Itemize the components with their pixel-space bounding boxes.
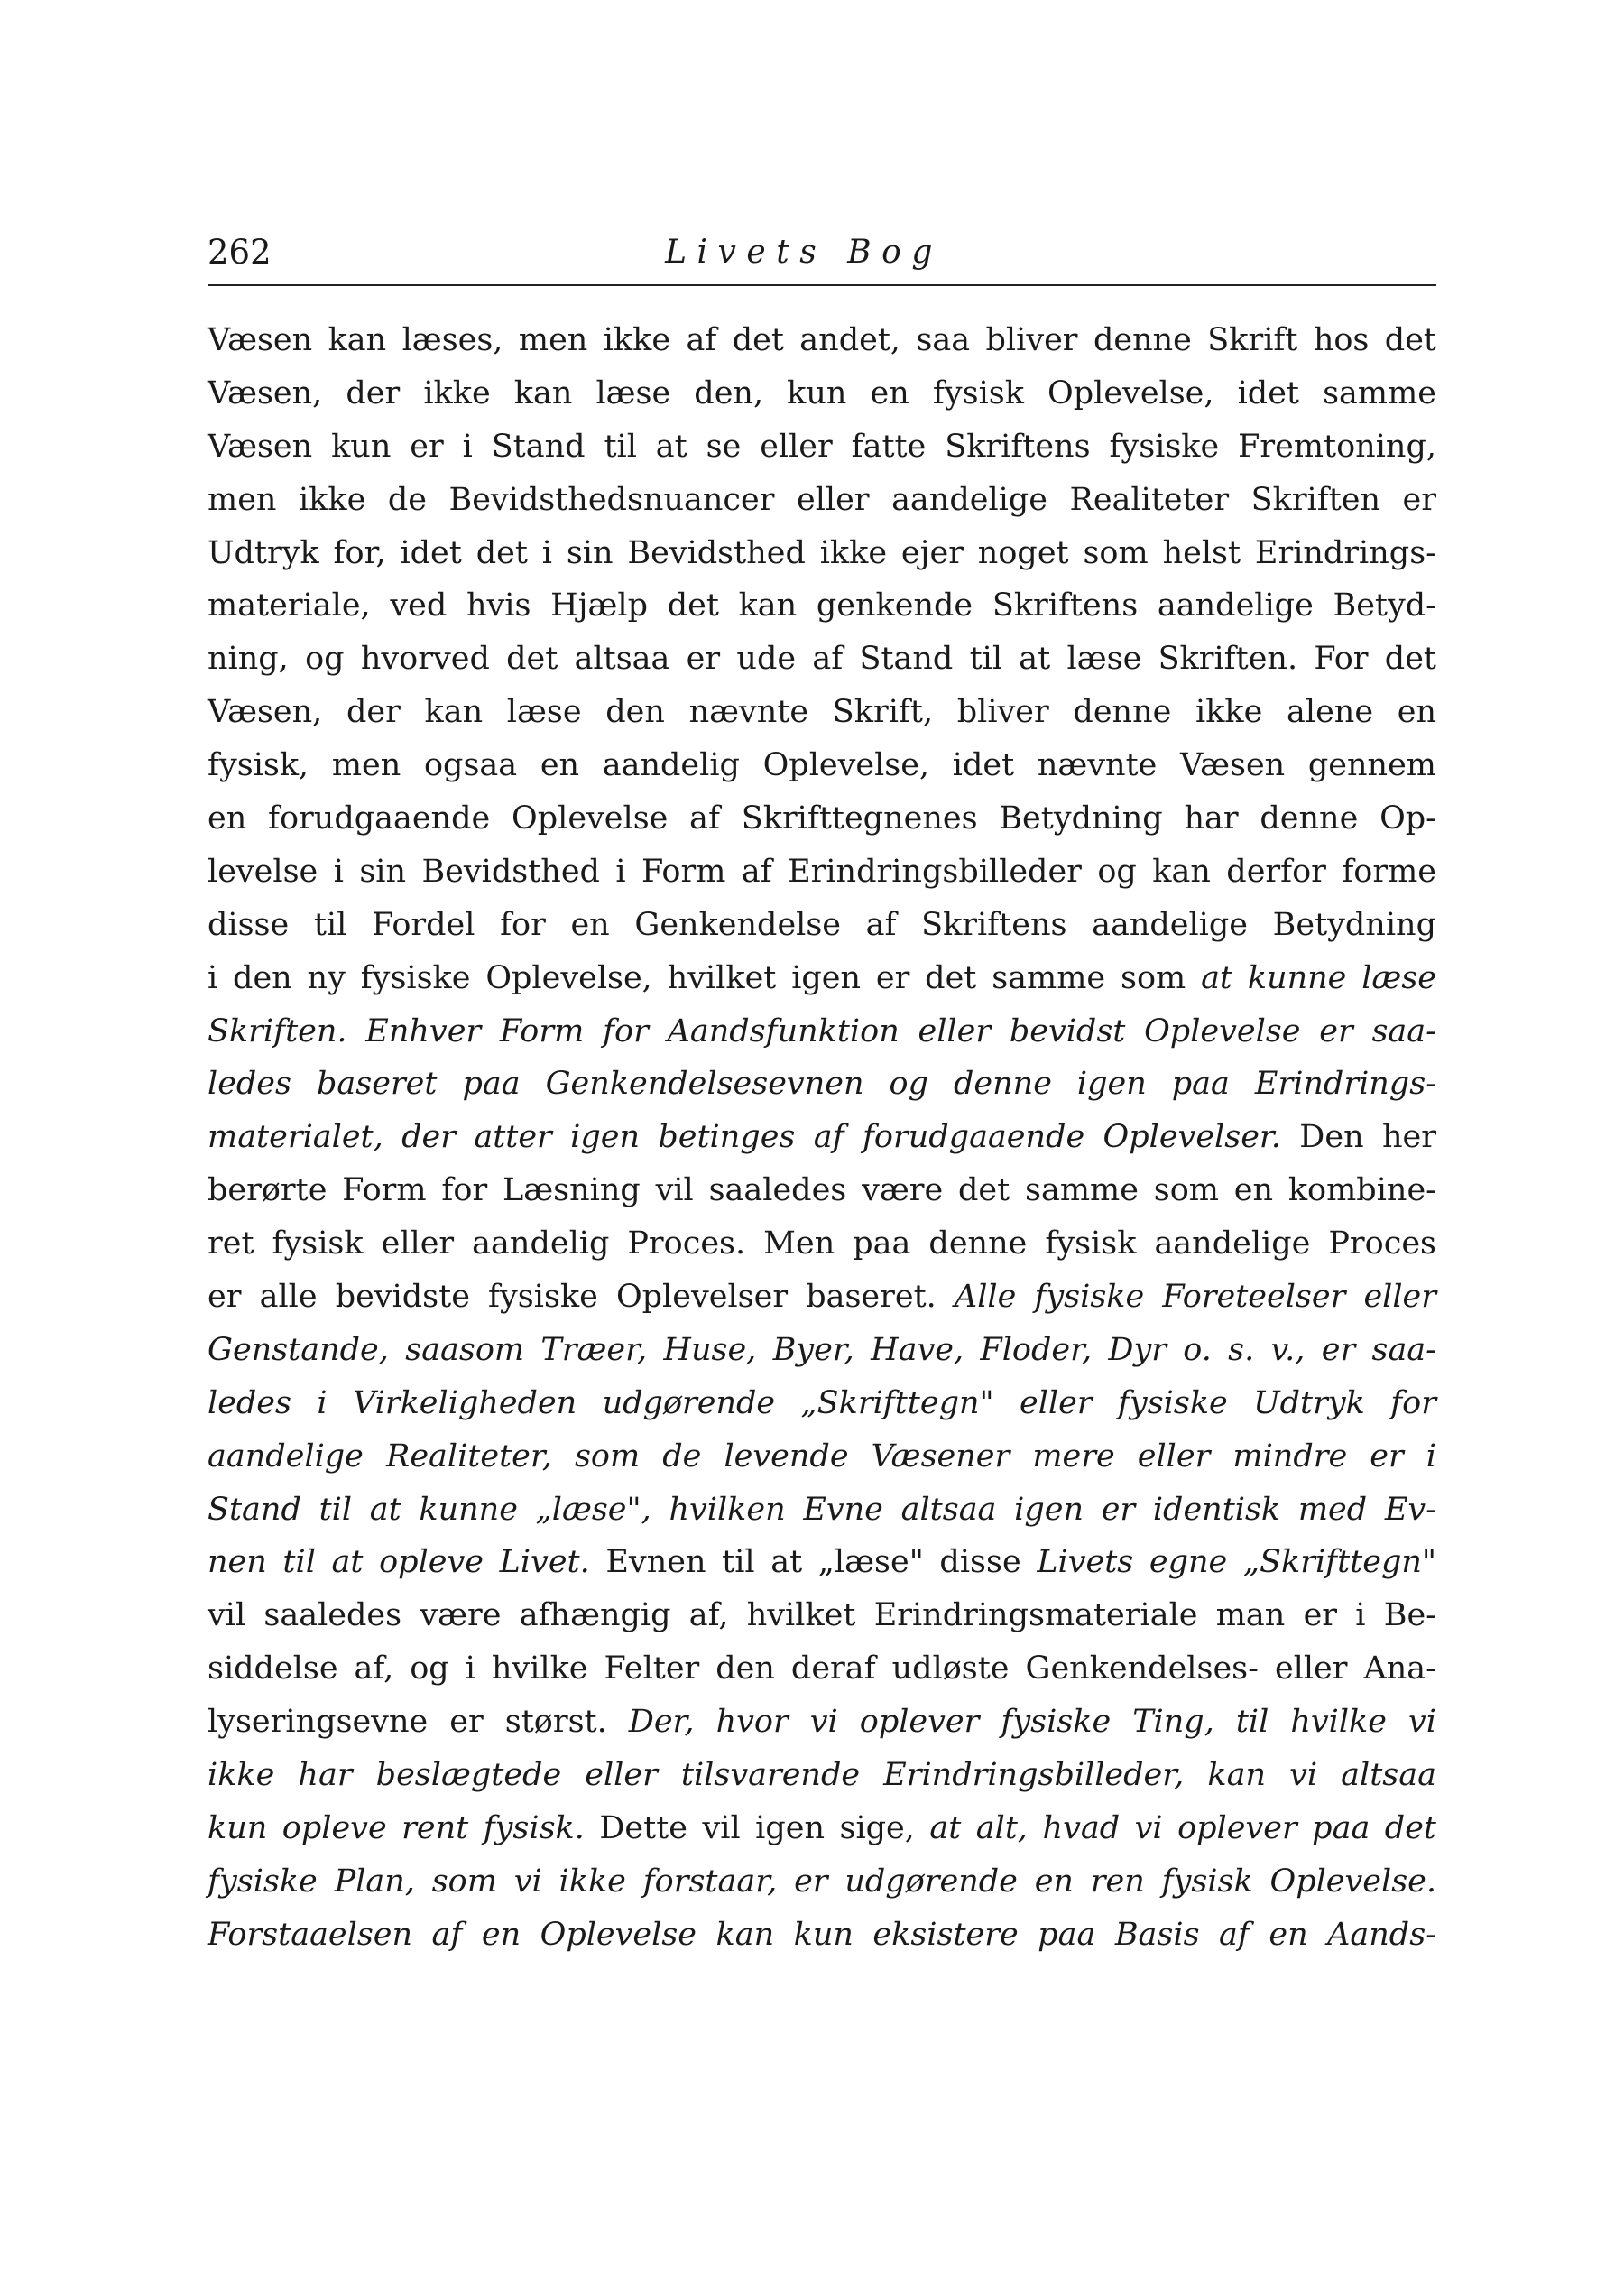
text-segment: Væsen kan læses, men ikke af det andet, saa bliver denne Skrift hos det — [208, 322, 1436, 358]
text-line — [208, 474, 1436, 527]
text-line — [208, 1324, 1436, 1377]
text-line — [208, 527, 1436, 580]
text-segment: disse til Fordel for en Genkendelse af Skriftens aandelige Betydning — [208, 906, 1436, 943]
text-line — [208, 1802, 1436, 1855]
text-segment: i den ny fysiske Oplevelse, hvilket igen er det samme som — [208, 959, 1202, 996]
page-header — [208, 230, 1436, 286]
text-line — [208, 1164, 1436, 1217]
text-line — [208, 792, 1436, 846]
italic-text-segment: at alt, hvad vi oplever paa det — [929, 1809, 1436, 1846]
italic-text-segment: Forstaaelsen af en Oplevelse kan kun eksistere paa Basis af en Aands- — [208, 1916, 1436, 1953]
text-line — [208, 367, 1436, 421]
text-line — [208, 1749, 1436, 1802]
text-line — [208, 1058, 1436, 1111]
page-number: 262 — [208, 233, 272, 272]
text-segment: en forudgaaende Oplevelse af Skrifttegnenes Betydning har denne Op- — [208, 800, 1436, 837]
text-segment: ning, og hvorved det altsaa er ude af Stand til at læse Skriften. For det — [208, 641, 1436, 678]
text-segment: Evnen til at „læse" disse — [589, 1544, 1038, 1581]
running-title: Livets Bog — [665, 234, 943, 271]
italic-text-segment: ikke har beslægtede eller tilsvarende Erindringsbilleder, kan vi altsaa — [208, 1757, 1436, 1794]
text-line — [208, 1909, 1436, 1962]
text-line — [208, 633, 1436, 686]
text-segment: berørte Form for Læsning vil saaledes være det samme som en kombine- — [208, 1172, 1436, 1209]
text-line — [208, 846, 1436, 899]
italic-text-segment: Alle fysiske Foreteelser eller — [954, 1279, 1437, 1316]
text-line — [208, 1430, 1436, 1484]
text-segment: er alle bevidste fysiske Oplevelser baseret. — [208, 1279, 955, 1316]
text-line — [208, 686, 1436, 739]
text-line — [208, 1271, 1436, 1324]
text-segment: men ikke de Bevidsthedsnuancer eller aandelige Realiteter Skriften er — [208, 481, 1436, 518]
italic-text-segment: Der, hvor vi oplever fysiske Ting, til hvilke vi — [628, 1704, 1436, 1741]
text-line — [208, 1377, 1436, 1430]
italic-text-segment: kun opleve rent fysisk. — [208, 1809, 585, 1846]
text-segment: Væsen, der kan læse den nævnte Skrift, bliver denne ikke alene en — [208, 694, 1436, 731]
italic-text-segment: fysiske Plan, som vi ikke forstaar, er udgørende en ren fysisk Oplevelse. — [208, 1863, 1436, 1900]
text-line — [208, 1589, 1436, 1642]
text-line — [208, 1855, 1436, 1909]
italic-text-segment: at kunne læse — [1201, 959, 1437, 996]
text-segment: levelse i sin Bevidsthed i Form af Erindringsbilleder og kan derfor forme — [208, 853, 1436, 890]
text-segment: Dette vil igen sige, — [584, 1809, 930, 1846]
text-segment: lyseringsevne er størst. — [208, 1704, 629, 1741]
text-line — [208, 899, 1436, 952]
text-line — [208, 1484, 1436, 1537]
text-segment: Udtryk for, idet det i sin Bevidsthed ikke ejer noget som helst Erindrings- — [208, 534, 1436, 571]
text-line — [208, 1642, 1436, 1696]
text-line — [208, 421, 1436, 474]
italic-text-segment: ledes i Virkeligheden udgørende „Skrifttegn" eller fysiske Udtryk for — [208, 1384, 1436, 1421]
italic-text-segment: materialet, der atter igen betinges af forudgaaende Oplevelser. — [208, 1119, 1281, 1156]
text-line — [208, 1005, 1436, 1059]
italic-text-segment: Skriften. Enhver Form for Aandsfunktion eller bevidst Oplevelse er saa- — [208, 1012, 1436, 1049]
text-line — [208, 1536, 1436, 1589]
italic-text-segment: ledes baseret paa Genkendelsesevnen og denne igen paa Erindrings- — [208, 1066, 1436, 1103]
text-segment: Væsen kun er i Stand til at se eller fatte Skriftens fysiske Fremtoning, — [208, 428, 1436, 465]
text-line — [208, 579, 1436, 633]
italic-text-segment: Stand til at kunne „læse", hvilken Evne altsaa igen er identisk med Ev- — [208, 1491, 1436, 1528]
text-line — [208, 1111, 1436, 1164]
text-segment: vil saaledes være afhængig af, hvilket Erindringsmateriale man er i Be- — [208, 1597, 1436, 1634]
body-text — [208, 314, 1436, 1962]
text-line — [208, 739, 1436, 792]
italic-text-segment: Livets egne „Skrifttegn" — [1037, 1544, 1436, 1581]
text-line — [208, 314, 1436, 367]
text-segment: Den her — [1280, 1119, 1436, 1156]
italic-text-segment: nen til at opleve Livet. — [208, 1544, 590, 1581]
italic-text-segment: Genstande, saasom Træer, Huse, Byer, Have, Floder, Dyr o. s. v., er saa- — [208, 1331, 1436, 1368]
text-segment: ret fysisk eller aandelig Proces. Men paa denne fysisk aandelige Proces — [208, 1225, 1436, 1262]
italic-text-segment: aandelige Realiteter, som de levende Væsener mere eller mindre er i — [208, 1438, 1436, 1475]
text-line — [208, 1696, 1436, 1749]
text-segment: siddelse af, og i hvilke Felter den deraf udløste Genkendelses- eller Ana- — [208, 1650, 1436, 1687]
text-segment: materiale, ved hvis Hjælp det kan genkende Skriftens aandelige Betyd- — [208, 587, 1436, 624]
text-line — [208, 952, 1436, 1005]
text-segment: Væsen, der ikke kan læse den, kun en fysisk Oplevelse, idet samme — [208, 374, 1436, 411]
text-line — [208, 1217, 1436, 1271]
text-segment: fysisk, men ogsaa en aandelig Oplevelse, idet nævnte Væsen gennem — [208, 747, 1436, 784]
